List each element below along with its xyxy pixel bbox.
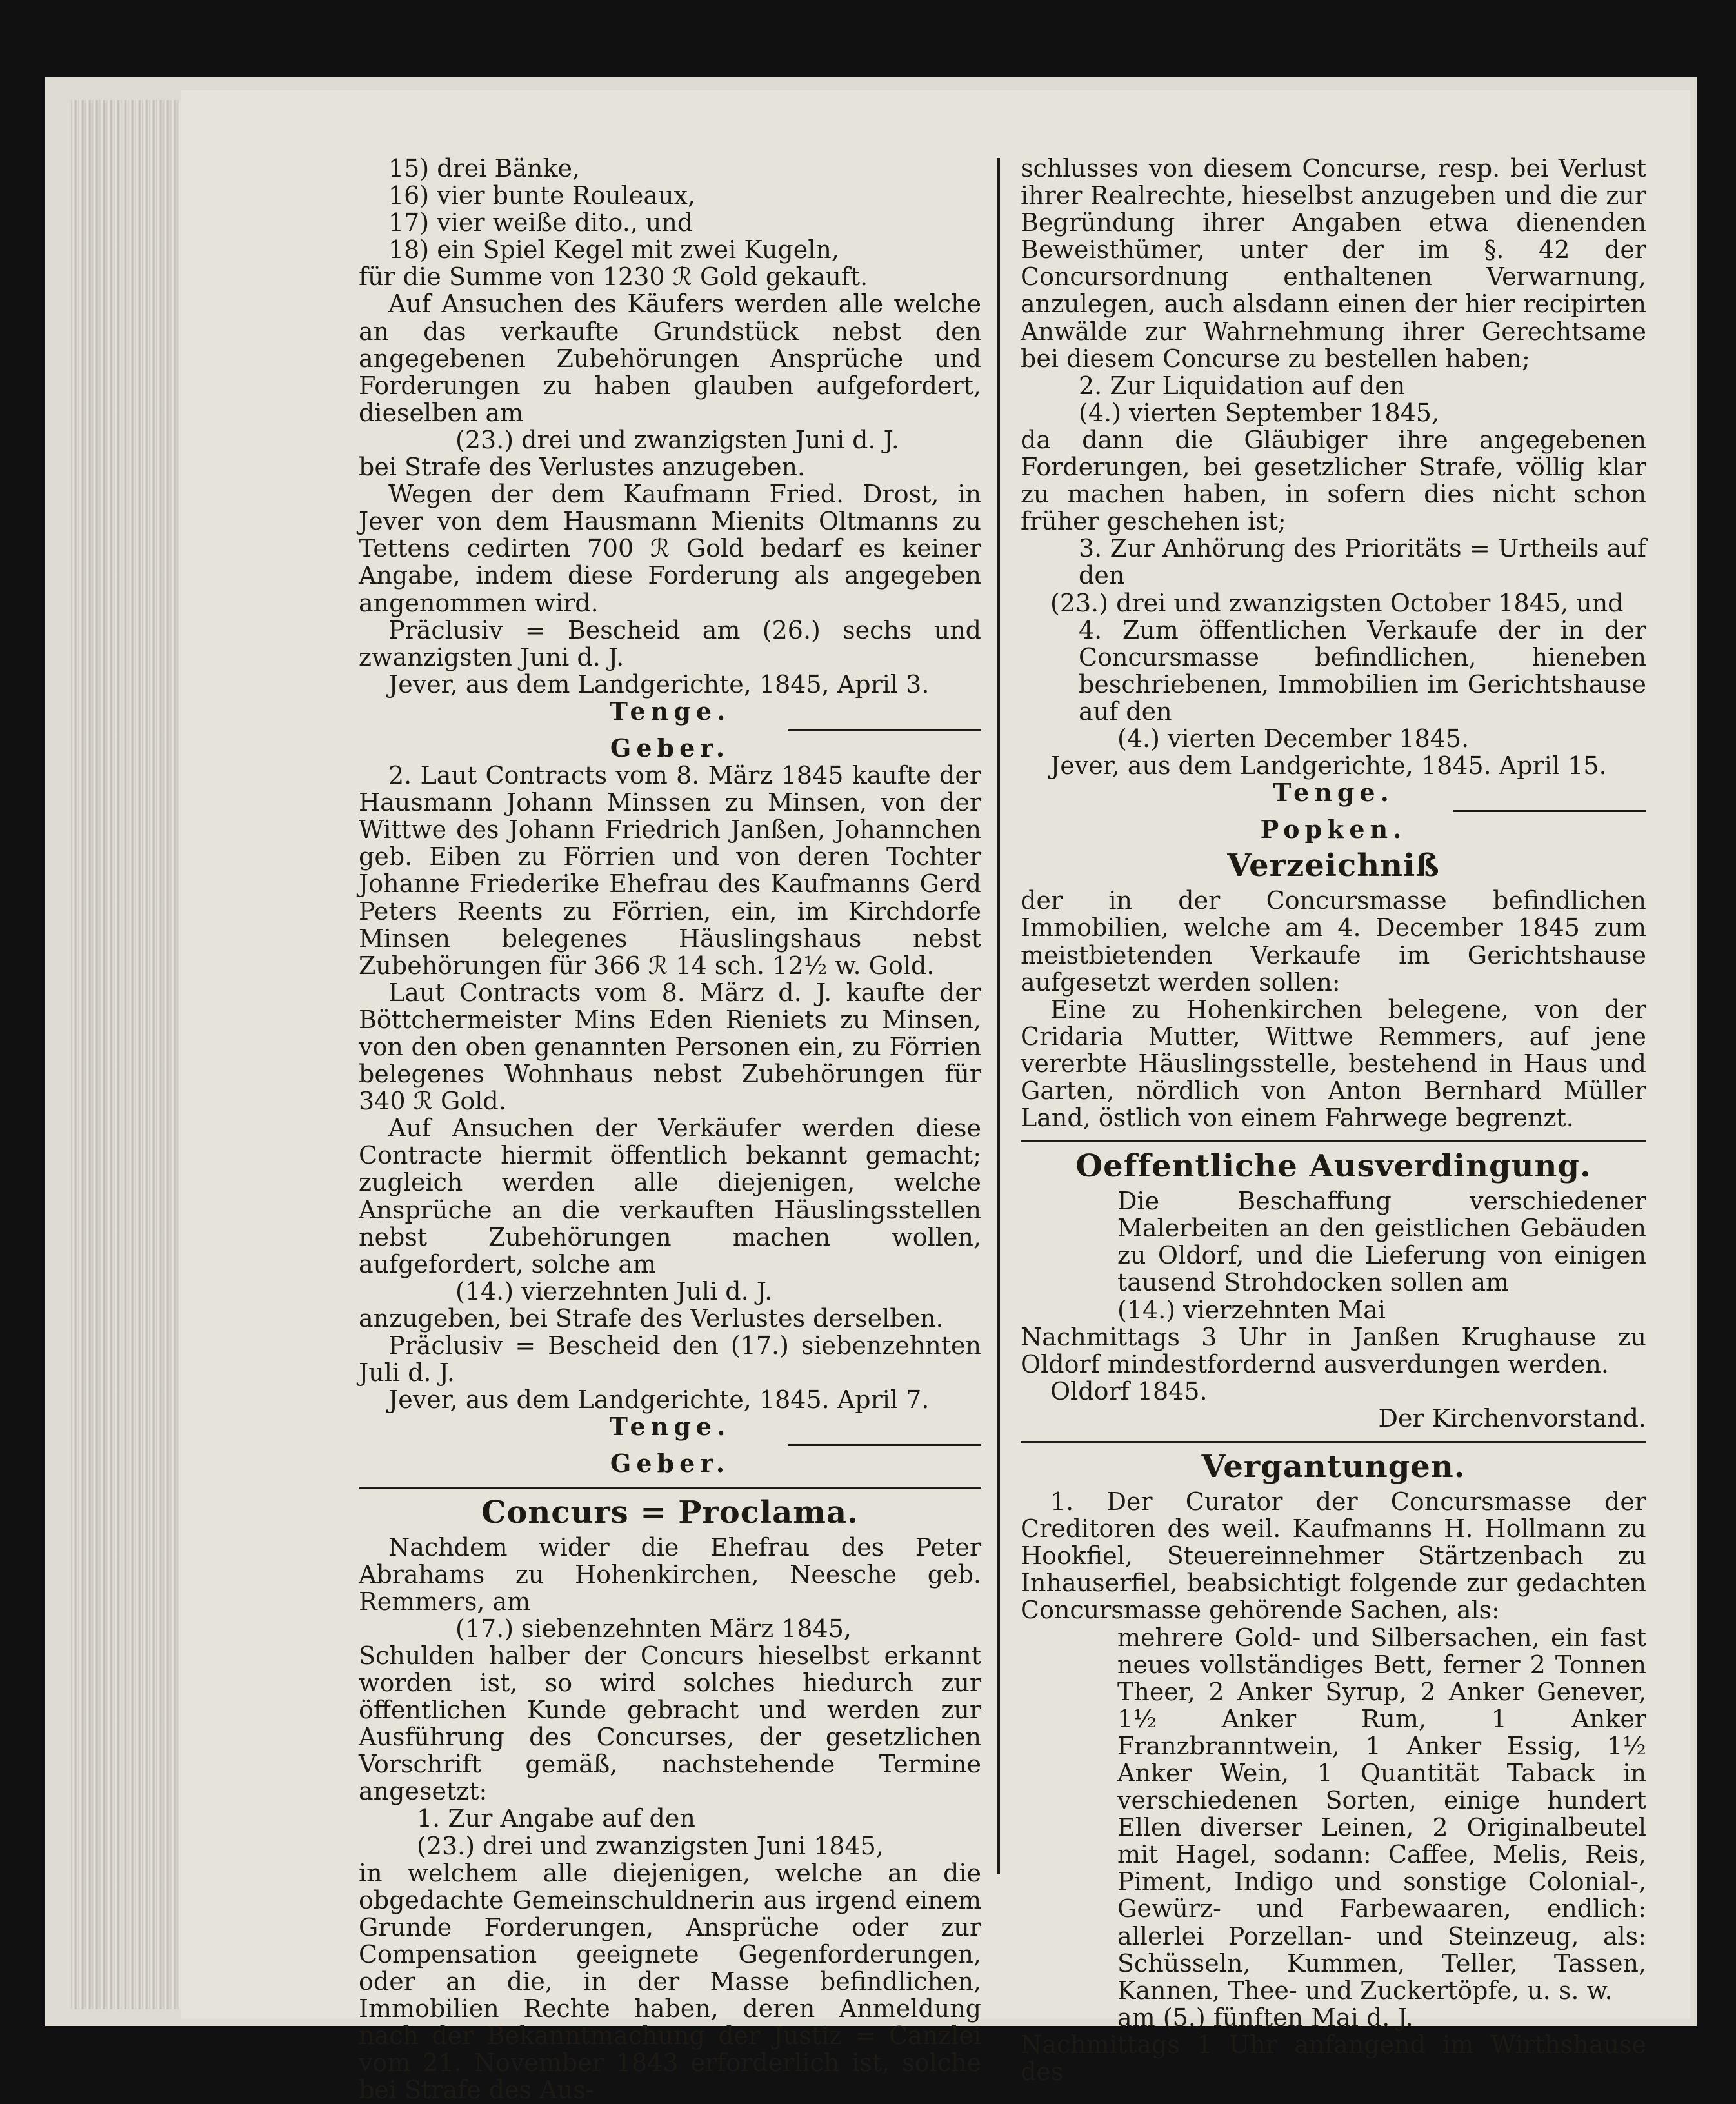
left-paragraph: in welchem alle diejenigen, welche an die obgedachte Gemeinschuldnerin aus irgend einem Grunde Forderungen, Ansprüche oder zur Compensation geeignete Gegenforderungen, oder an die, in der Masse befindlichen, Immobilien Rechte haben, deren Anmeldung nach der Bekanntmachung der Justiz = Canzlei vom 21. November 1843 erforderlich ist, solche bei Strafe des Aus- [359, 1858, 981, 2104]
left-paragraph: (14.) vierzehnten Juli d. J. [455, 1276, 773, 1305]
right-paragraph: am (5.) fünften Mai d. J. [1117, 2003, 1413, 2032]
section-heading: Vergantungen. [1201, 1449, 1466, 1485]
left-paragraph: Laut Contracts vom 8. März d. J. kaufte der Böttchermeister Mins Eden Rieniets zu Minsen, von den oben genannten Personen ein, zu Förrien belegenes Wohnhaus nebst Zubehörungen für 340 ℛ Gold. [359, 978, 981, 1116]
section-rule [359, 1487, 981, 1489]
right-paragraph: 4. Zum öffentlichen Verkaufe der in der Concursmasse befindlichen, hieneben beschriebenen, Immobilien im Gerichtshause auf den [1079, 615, 1646, 726]
right-paragraph: Der Kirchenvorstand. [1378, 1404, 1646, 1433]
right-paragraph: Oldorf 1845. [1050, 1376, 1208, 1405]
signature-rule [788, 729, 981, 731]
left-paragraph: Präclusiv = Bescheid den (17.) siebenzehnten Juli d. J. [359, 1331, 981, 1387]
left-paragraph: 18) ein Spiel Kegel mit zwei Kugeln, [388, 235, 839, 264]
signature: Popken. [1260, 815, 1407, 844]
column-divider [997, 158, 1000, 1874]
right-paragraph: (14.) vierzehnten Mai [1117, 1295, 1386, 1324]
signature: Tenge. [609, 1412, 731, 1442]
right-paragraph: Die Beschaffung verschiedener Malerbeiten an den geistlichen Gebäuden zu Oldorf, und die Lieferung von einigen tausend Strohdocken sollen am [1117, 1187, 1646, 1297]
left-column [359, 155, 981, 2103]
left-paragraph: 2. Laut Contracts vom 8. März 1845 kaufte der Hausmann Johann Minssen zu Minsen, von der Wittwe des Johann Friedrich Janßen, Johannchen geb. Eiben zu Förrien und von deren Tochter Johanne Friederike Ehefrau des Kaufmanns Gerd Peters Reents zu Förrien, ein, im Kirchdorfe Minsen belegenes Häuslingshaus nebst Zubehörungen für 366 ℛ 14 sch. 12½ w. Gold. [359, 761, 981, 980]
left-paragraph: 17) vier weiße dito., und [388, 208, 693, 237]
right-paragraph: da dann die Gläubiger ihre angegebenen Forderungen, bei gesetzlicher Strafe, völlig klar zu machen haben, in sofern dies nicht schon früher geschehen ist; [1021, 425, 1646, 536]
left-paragraph: (23.) drei und zwanzigsten Juni 1845, [417, 1831, 884, 1860]
left-paragraph: Auf Ansuchen der Verkäufer werden diese Contracte hiermit öffentlich bekannt gemacht; zugleich werden alle diejenigen, welche Ansprüche an die verkauften Häuslingsstellen nebst Zubehörungen machen wollen, aufgefordert, solche am [359, 1114, 981, 1278]
left-paragraph: Wegen der dem Kaufmann Fried. Drost, in Jever von dem Hausmann Mienits Oltmanns zu Tettens cedirten 700 ℛ Gold bedarf es keiner Angabe, indem diese Forderung als angegeben angenommen wird. [359, 480, 981, 617]
section-heading: Oeffentliche Ausverdingung. [1075, 1148, 1591, 1185]
right-paragraph: mehrere Gold- und Silbersachen, ein fast neues vollständiges Bett, ferner 2 Tonnen Theer, 2 Anker Syrup, 2 Anker Genever, 1½ Anker Rum, 1 Anker Franzbranntwein, 1 Anker Essig, 1½ Anker Wein, 1 Quantität Taback in verschiedenen Sorten, einige hundert Ellen diverser Leinen, 2 Originalbeutel mit Hagel, sodann: Caffee, Melis, Reis, Piment, Indigo und sonstige Colonial-, Gewürz- und Farbewaaren, endlich: allerlei Porzellan- und Steinzeug, als: Schüsseln, Kummen, Teller, Tassen, Kannen, Thee- und Zuckertöpfe, u. s. w. [1117, 1623, 1646, 2005]
book-page-edges [71, 100, 194, 2009]
left-paragraph: 16) vier bunte Rouleaux, [388, 181, 695, 210]
right-paragraph: Nachmittags 1 Uhr anfangend im Wirthshause des [1021, 2030, 1646, 2086]
right-paragraph: Jever, aus dem Landgerichte, 1845. April 15. [1050, 751, 1607, 780]
section-heading: Verzeichniß [1227, 848, 1440, 884]
signature: Tenge. [609, 696, 731, 726]
right-paragraph: Nachmittags 3 Uhr in Janßen Krughause zu Oldorf mindestfordernd ausverdungen werden. [1021, 1322, 1646, 1378]
section-rule [1021, 1441, 1646, 1443]
left-paragraph: für die Summe von 1230 ℛ Gold gekauft. [359, 263, 868, 292]
left-paragraph: Jever, aus dem Landgerichte, 1845. April 7. [388, 1385, 930, 1414]
signature: Geber. [610, 1449, 730, 1478]
section-heading: Concurs = Proclama. [481, 1494, 859, 1531]
signature-rule [1453, 810, 1646, 812]
left-paragraph: (23.) drei und zwanzigsten Juni d. J. [455, 425, 899, 454]
left-paragraph: bei Strafe des Verlustes anzugeben. [359, 453, 806, 482]
left-paragraph: Auf Ansuchen des Käufers werden alle welche an das verkaufte Grundstück nebst den angegebenen Zubehörungen Ansprüche und Forderungen zu haben glauben aufgefordert, dieselben am [359, 290, 981, 427]
left-paragraph: Präclusiv = Bescheid am (26.) sechs und zwanzigsten Juni d. J. [359, 615, 981, 671]
left-paragraph: Schulden halber der Concurs hieselbst erkannt worden ist, so wird solches hiedurch zur öffentlichen Kunde gebracht und werden zur Ausführung des Concurses, der gesetzlichen Vorschrift gemäß, nachstehende Termine angesetzt: [359, 1641, 981, 1806]
left-paragraph: Nachdem wider die Ehefrau des Peter Abrahams zu Hohenkirchen, Neesche geb. Remmers, am [359, 1533, 981, 1616]
left-paragraph: Jever, aus dem Landgerichte, 1845, April 3. [388, 670, 930, 699]
right-paragraph: schlusses von diesem Concurse, resp. bei Verlust ihrer Realrechte, hieselbst anzugeben und die zur Begründung ihrer Angaben etwa dienenden Beweisthümer, unter der im §. 42 der Concursordnung enthaltenen Verwarnung, anzulegen, auch alsdann einen der hier recipirten Anwälde zur Wahrnehmung ihrer Gerechtsame bei diesem Concurse zu bestellen haben; [1021, 154, 1646, 373]
left-paragraph: 15) drei Bänke, [388, 154, 581, 183]
right-paragraph: Eine zu Hohenkirchen belegene, von der Cridaria Mutter, Wittwe Remmers, auf jene vererbte Häuslingsstelle, bestehend in Haus und Garten, nördlich von Anton Bernhard Müller Land, östlich von einem Fahrwege begrenzt. [1021, 995, 1646, 1133]
section-rule [1021, 1140, 1646, 1142]
signature: Tenge. [1273, 778, 1394, 808]
right-paragraph: (4.) vierten December 1845. [1117, 724, 1470, 753]
signature: Geber. [610, 733, 730, 762]
right-paragraph: 3. Zur Anhörung des Prioritäts = Urtheils auf den [1079, 534, 1646, 590]
right-column [1021, 155, 1646, 2085]
left-paragraph: 1. Zur Angabe auf den [417, 1804, 695, 1833]
right-paragraph: der in der Concursmasse befindlichen Immobilien, welche am 4. December 1845 zum meistbietenden Verkaufe im Gerichtshause aufgesetzt werden sollen: [1021, 886, 1646, 997]
signature-rule [788, 1444, 981, 1446]
right-paragraph: (4.) vierten September 1845, [1079, 398, 1440, 427]
right-paragraph: 1. Der Curator der Concursmasse der Creditoren des weil. Kaufmanns H. Hollmann zu Hookfiel, Steuereinnehmer Stärtzenbach zu Inhauserfiel, beabsichtigt folgende zur gedachten Concursmasse gehörende Sachen, als: [1021, 1487, 1646, 1625]
left-paragraph: (17.) siebenzehnten März 1845, [455, 1614, 852, 1643]
right-paragraph: (23.) drei und zwanzigsten October 1845, und [1050, 588, 1624, 617]
left-paragraph: anzugeben, bei Strafe des Verlustes derselben. [359, 1304, 944, 1333]
right-paragraph: 2. Zur Liquidation auf den [1079, 371, 1406, 400]
